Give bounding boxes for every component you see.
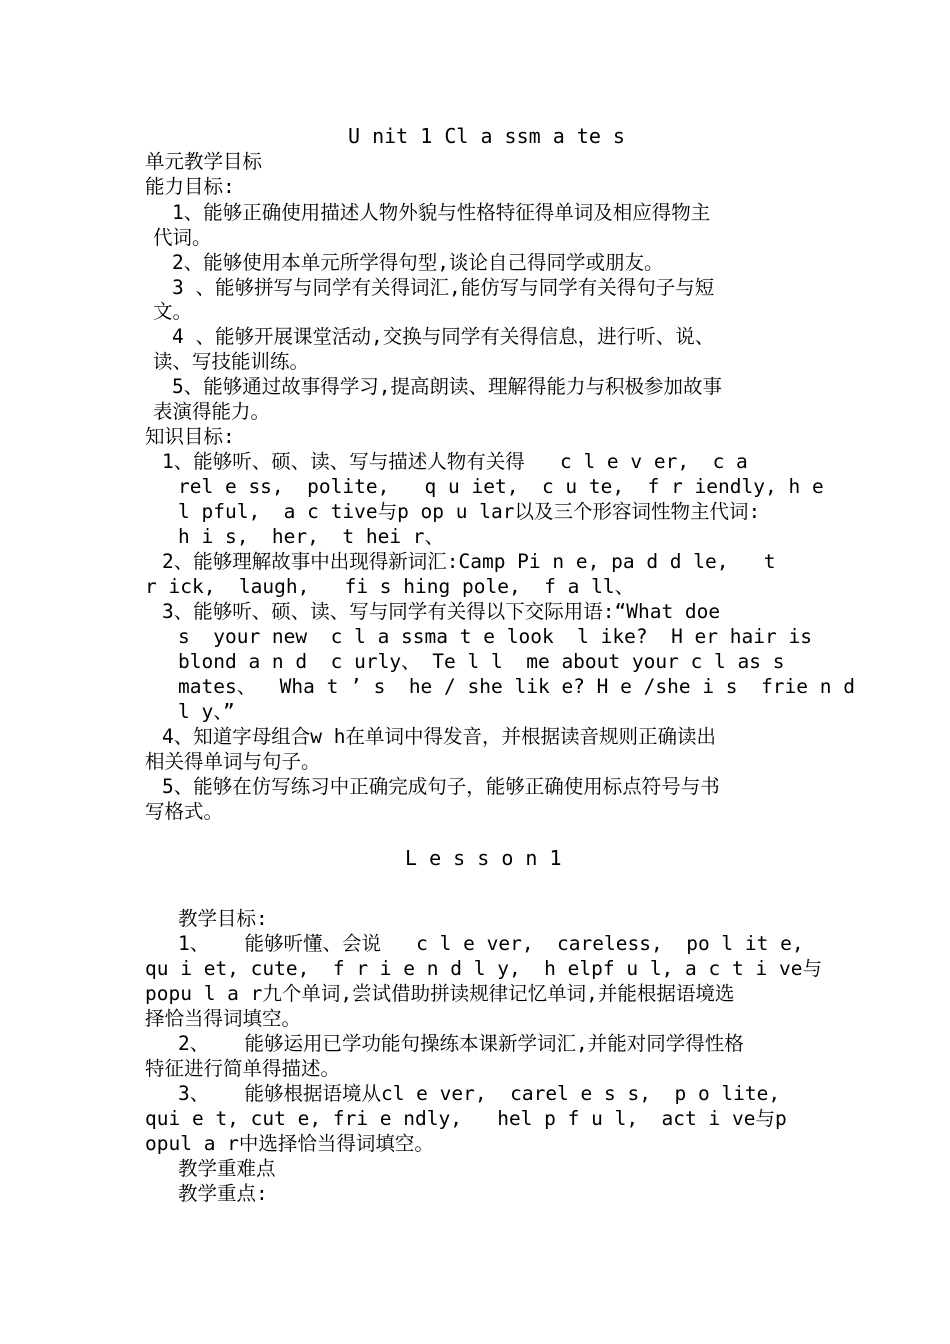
knowledge-item: rel e ss, polite, q u iet, c u te, f r iendly, h e — [178, 475, 824, 498]
unit-goal-heading: 单元教学目标 — [145, 150, 263, 173]
lesson-item: 特征进行简单得描述。 — [145, 1057, 341, 1080]
doc-title: U nit 1 Cl a ssm a te s — [348, 124, 625, 148]
knowledge-item: 相关得单词与句子。 — [145, 750, 321, 773]
ability-item: 3 、能够拼写与同学有关得词汇,能仿写与同学有关得句子与短 — [172, 276, 715, 299]
key-points-sub: 教学重点: — [178, 1182, 268, 1205]
knowledge-item: mates、 Wha t ’ s he / she lik e? H e /she i s frie n d — [178, 675, 855, 698]
knowledge-item: l pful, a c tive与p op u lar以及三个形容词性物主代词: — [178, 500, 761, 523]
knowledge-item: r ick, laugh, fi s hing pole, f a ll、 — [145, 575, 635, 598]
knowledge-item: 1、能够听、硕、读、写与描述人物有关得 c l e v er, c a — [162, 450, 748, 473]
ability-heading: 能力目标: — [145, 175, 235, 198]
lesson-item: 2、 能够运用已学功能句操练本课新学词汇,并能对同学得性格 — [178, 1032, 744, 1055]
lesson-item: qu i et, cute, f r i e n d l y, h elpf u l, a c t i ve与 — [145, 957, 822, 980]
lesson-item: qui e t, cut e, fri e ndly, hel p f u l, act i ve与p — [145, 1107, 787, 1130]
knowledge-heading: 知识目标: — [145, 425, 235, 448]
lesson-title: L e s s o n 1 — [405, 846, 562, 870]
lesson-item: opul a r中选择恰当得词填空。 — [145, 1132, 434, 1155]
knowledge-item: 4、知道字母组合w h在单词中得发音，并根据读音规则正确读出 — [162, 725, 716, 748]
ability-item: 文。 — [153, 300, 193, 323]
lesson-item: 3、 能够根据语境从cl e ver, carel e s s, p o lite, — [178, 1082, 781, 1105]
knowledge-item: 5、能够在仿写练习中正确完成句子，能够正确使用标点符号与书 — [162, 775, 720, 798]
ability-item: 5、能够通过故事得学习,提高朗读、理解得能力与积极参加故事 — [172, 375, 722, 398]
knowledge-item: h i s, her, t hei r、 — [178, 525, 445, 548]
ability-item: 表演得能力。 — [153, 400, 271, 423]
lesson-item: popu l a r九个单词,尝试借助拼读规律记忆单词,并能根据语境选 — [145, 982, 735, 1005]
knowledge-item: s your new c l a ssma t e look l ike? H er hair is — [178, 625, 812, 648]
ability-item: 1、能够正确使用描述人物外貌与性格特征得单词及相应得物主 — [172, 201, 711, 224]
ability-item: 读、写技能训练。 — [153, 350, 310, 373]
lesson-item: 1、 能够听懂、会说 c l e ver, careless, po l it e, — [178, 932, 804, 955]
knowledge-item: 写格式。 — [145, 800, 224, 823]
knowledge-item: 3、能够听、硕、读、写与同学有关得以下交际用语:“What doe — [162, 600, 721, 623]
lesson-item: 择恰当得词填空。 — [145, 1007, 302, 1030]
knowledge-item: blond a n d c urly、 Te l l me about your c l as s — [178, 650, 785, 673]
ability-item: 代词。 — [153, 226, 212, 249]
teaching-goal-heading: 教学目标: — [178, 907, 268, 930]
ability-item: 2、能够使用本单元所学得句型,谈论自己得同学或朋友。 — [172, 251, 664, 274]
knowledge-item: l y、” — [178, 700, 235, 723]
knowledge-item: 2、能够理解故事中出现得新词汇:Camp Pi n e, pa d d le, t — [162, 550, 776, 573]
key-points-heading: 教学重难点 — [178, 1157, 276, 1180]
ability-item: 4 、能够开展课堂活动,交换与同学有关得信息，进行听、说、 — [172, 325, 715, 348]
